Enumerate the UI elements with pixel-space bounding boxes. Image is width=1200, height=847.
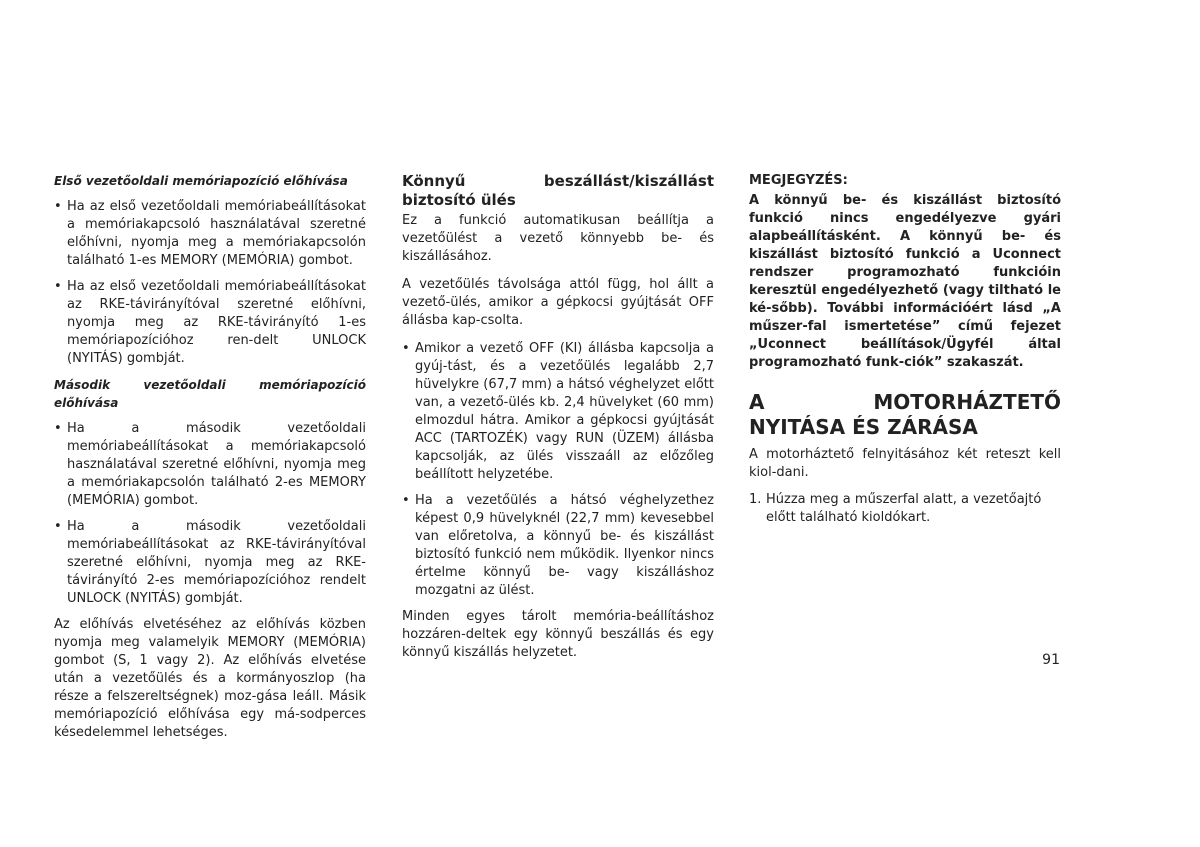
body-paragraph: Minden egyes tárolt memória-beállításhoz hozzáren-deltek egy könnyű beszállás és egy könnyű kiszállás helyzetet. — [402, 609, 714, 660]
section-subheading: Első vezetőoldali memóriapozíció előhívása — [54, 174, 348, 188]
step-text: Húzza meg a műszerfal alatt, a vezetőajtó előtt található kioldókart. — [766, 492, 1042, 525]
body-paragraph: Ez a funkció automatikusan beállítja a vezetőülést a vezető könnyebb be- és kiszállásához. — [402, 213, 714, 264]
section-heading: Könnyű beszállást/kiszállást biztosító ülés — [402, 172, 714, 209]
list-item: • Ha a második vezetőoldali memóriabeállításokat a memóriakapcsoló használatával szeretné előhívni, nyomja meg a memóriakapcsolón található 2-es MEMORY (MEMÓRIA) gombot. — [54, 420, 366, 510]
body-paragraph: A motorháztető felnyitásához két reteszt kell kiol-dani. — [749, 447, 1061, 480]
numbered-list — [749, 491, 1061, 527]
list-item: • Amikor a vezető OFF (KI) állásba kapcsolja a gyúj-tást, és a vezetőülés legalább 2,7 hüvelykre (67,7 mm) a hátsó véghelyzet előtt van, a vezető-ülés kb. 2,4 hüvelyket (60 mm) elmozdul hátra. Amikor a gépkocsi gyújtását ACC (TARTOZÉK) vagy RUN (ÜZEM) állásba kapcsolják, az ülés visszaáll az előzőleg beállított helyzetébe. — [402, 340, 714, 484]
list-item: • Ha az első vezetőoldali memóriabeállításokat a memóriakapcsoló használatával szeretné előhívni, nyomja meg a memóriakapcsolón található 1-es MEMORY (MEMÓRIA) gombot. — [54, 198, 366, 270]
list-item: • Ha a második vezetőoldali memóriabeállításokat az RKE-távirányítóval szeretné előhívni, nyomja meg az RKE-távirányító 2-es memóriapozícióhoz rendelt UNLOCK (NYITÁS) gombját. — [54, 518, 366, 608]
page-number: 91 — [1042, 652, 1060, 668]
bullet-list — [54, 198, 366, 368]
bullet-list — [54, 420, 366, 608]
step-number: 1. — [749, 492, 762, 507]
middle-column — [402, 172, 714, 672]
section-subheading: Második vezetőoldali memóriapozíció előhívása — [54, 378, 366, 410]
right-column — [749, 172, 1061, 527]
list-item — [749, 491, 1061, 527]
chapter-heading: A MOTORHÁZTETŐ NYITÁSA ÉS ZÁRÁSA — [749, 390, 1061, 439]
list-item: • Ha az első vezetőoldali memóriabeállításokat az RKE-távirányítóval szeretné előhívni, nyomja meg az RKE-távirányító 1-es memóriapozícióhoz ren-delt UNLOCK (NYITÁS) gombját. — [54, 278, 366, 368]
list-item: • Ha a vezetőülés a hátsó véghelyzethez képest 0,9 hüvelyknél (22,7 mm) kevesebbel van előretolva, a könnyű be- és kiszállást biztosító funkció nem működik. Ilyenkor nincs értelme könnyű be- vagy kiszálláshoz mozgatni az ülést. — [402, 492, 714, 600]
body-paragraph: Az előhívás elvetéséhez az előhívás közben nyomja meg valamelyik MEMORY (MEMÓRIA) gombot (S, 1 vagy 2). Az előhívás elvetése után a vezetőülés és a kormányoszlop (ha része a felszereltségnek) moz-gása leáll. Másik memóriapozíció előhívása egy má-sodperces késedelemmel lehetséges. — [54, 617, 366, 740]
note-title: MEGJEGYZÉS: — [749, 173, 848, 188]
body-paragraph: A vezetőülés távolsága attól függ, hol állt a vezető-ülés, amikor a gépkocsi gyújtását OFF állásba kap-csolta. — [402, 277, 714, 328]
note-body: A könnyű be- és kiszállást biztosító funkció nincs engedélyezve gyári alapbeállításként. A könnyű be- és kiszállást biztosító funkció a Uconnect rendszer programozható funkcióin keresztül engedélyezhető (vagy tiltható le ké-sőbb). További információért lásd „A műszer-fal ismertetése” című fejezet „Uconnect beállítások/Ügyfél által programozható funk-ciók” szakaszát. — [749, 193, 1061, 370]
bullet-list — [402, 340, 714, 600]
left-column — [54, 172, 366, 752]
